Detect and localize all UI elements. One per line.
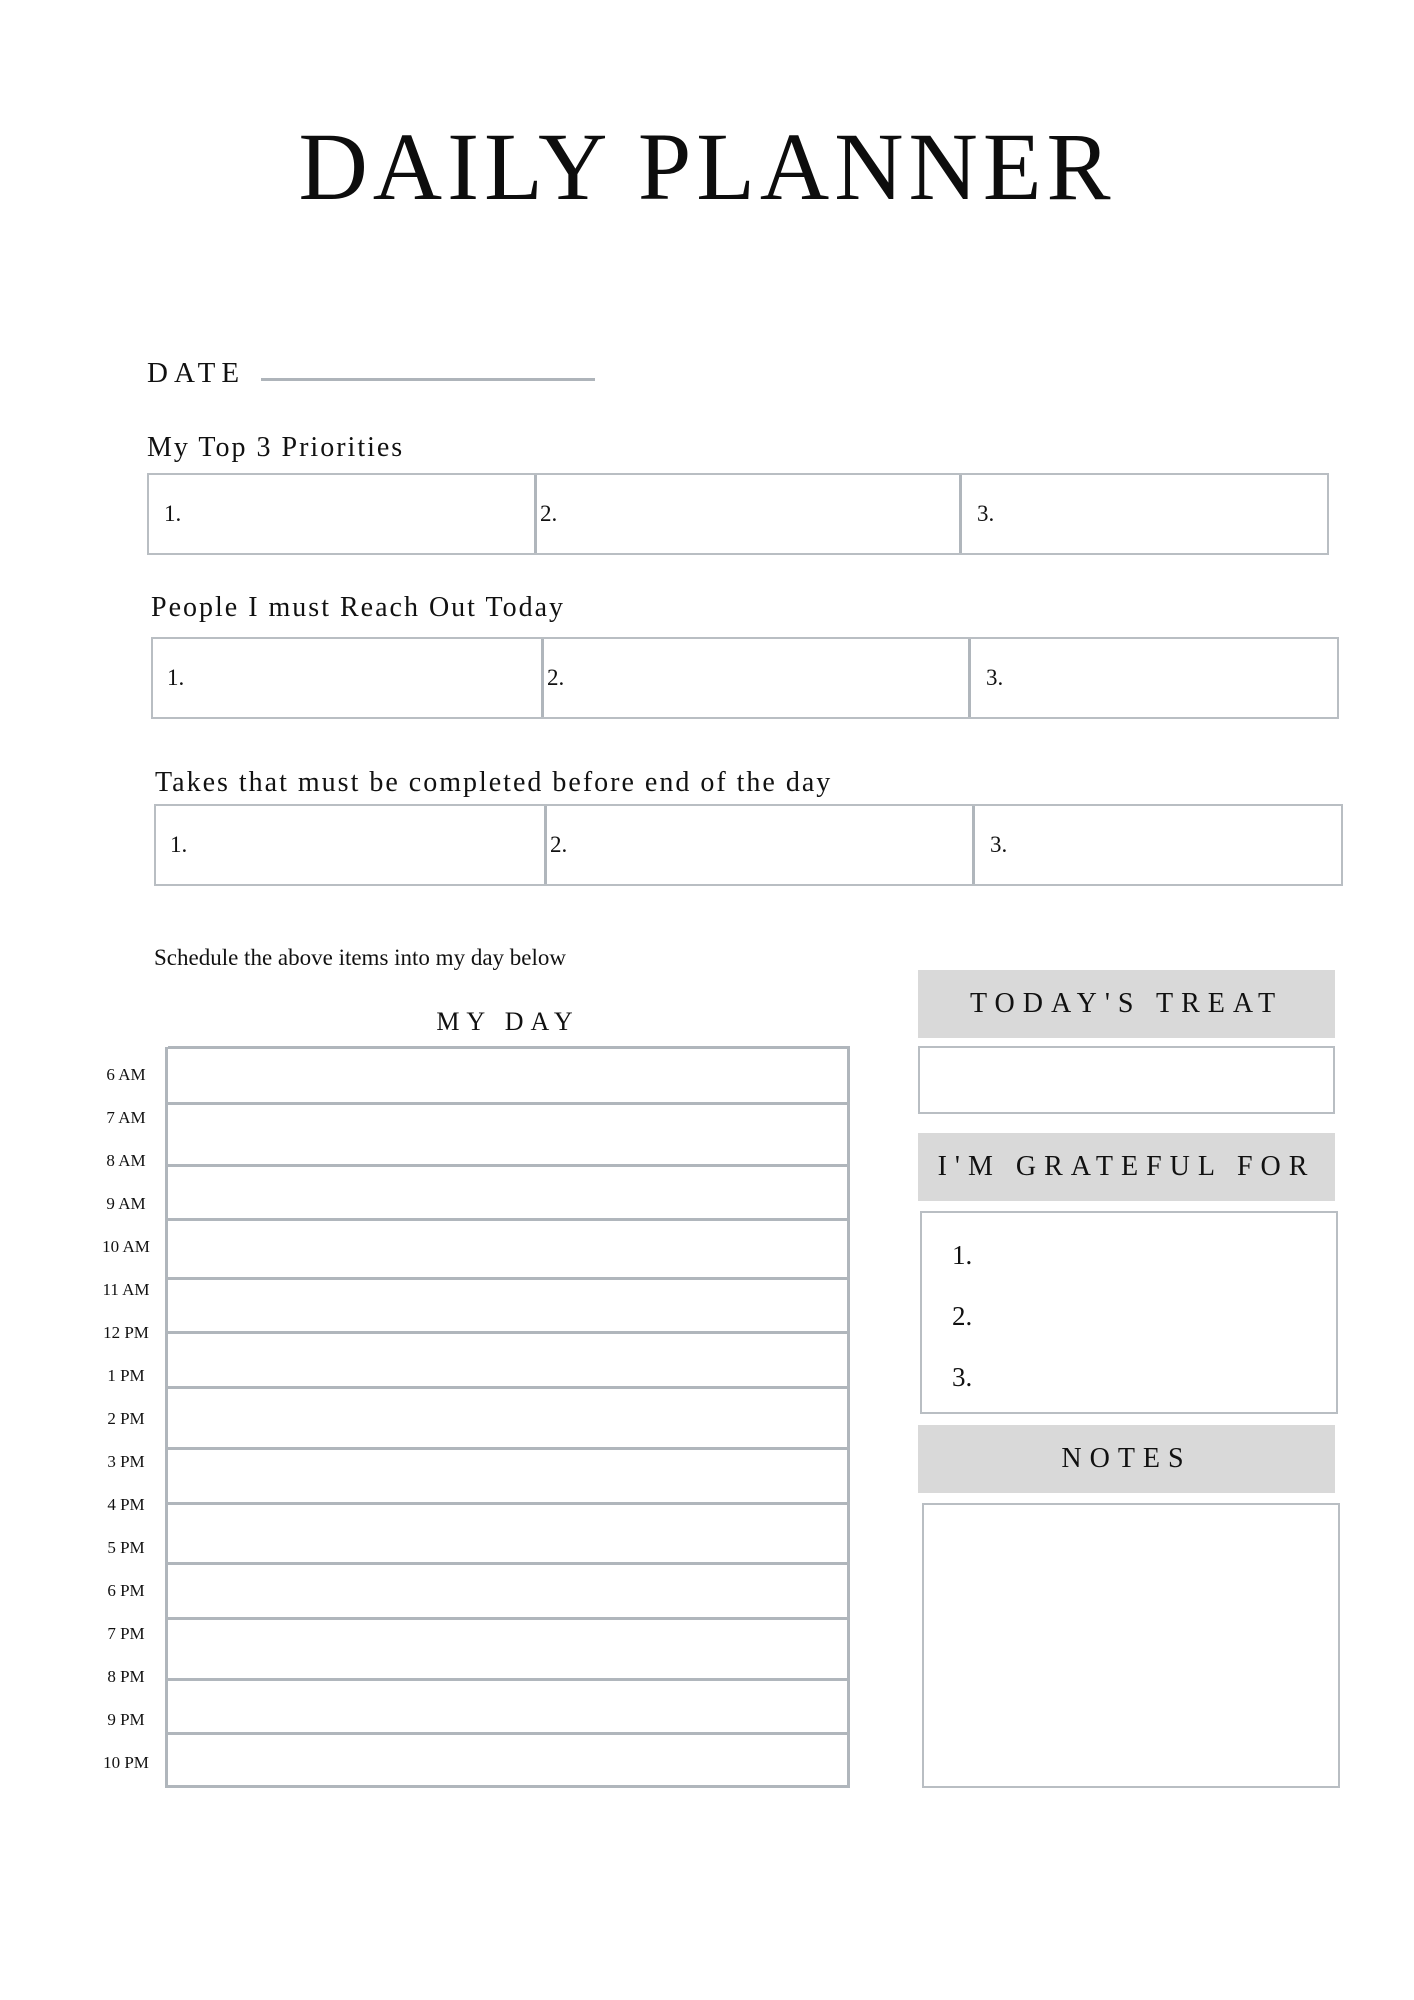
priorities-box — [147, 473, 1329, 555]
schedule-note: Schedule the above items into my day below — [154, 945, 566, 970]
hour-label: 8 AM — [106, 1151, 146, 1170]
hour-label: 12 PM — [103, 1323, 149, 1342]
grid-line — [168, 1331, 850, 1334]
task-field-2[interactable] — [544, 806, 972, 884]
priorities-label: My Top 3 Priorities — [147, 432, 405, 463]
grid-line — [165, 1785, 850, 1788]
date-label: DATE — [147, 357, 246, 389]
priority-number: 3. — [977, 501, 995, 526]
grateful-header — [918, 1133, 1335, 1201]
hour-label: 10 AM — [102, 1237, 150, 1256]
todays-treat-header — [918, 970, 1335, 1038]
people-field-3[interactable] — [968, 639, 1337, 717]
hour-label: 4 PM — [107, 1495, 145, 1514]
task-number: 2. — [550, 832, 568, 857]
people-number: 1. — [167, 665, 185, 690]
date-field[interactable] — [261, 378, 595, 381]
notes-header — [918, 1425, 1335, 1493]
hour-label: 10 PM — [103, 1753, 149, 1772]
grid-line — [168, 1732, 850, 1735]
hour-label: 3 PM — [107, 1452, 145, 1471]
hour-label: 7 AM — [106, 1108, 146, 1127]
grid-line — [168, 1102, 850, 1105]
priority-number: 2. — [540, 501, 558, 526]
grateful-item-3: 3. — [952, 1362, 973, 1392]
hour-label: 1 PM — [107, 1366, 145, 1385]
hour-label: 9 PM — [107, 1710, 145, 1729]
people-field-2[interactable] — [541, 639, 968, 717]
priority-field-1[interactable] — [149, 475, 534, 553]
grid-line — [168, 1046, 850, 1049]
grid-line — [168, 1164, 850, 1167]
grateful-item-1: 1. — [952, 1240, 973, 1270]
grid-line — [168, 1617, 850, 1620]
grid-line — [168, 1678, 850, 1681]
task-field-3[interactable] — [972, 806, 1341, 884]
task-number: 1. — [170, 832, 188, 857]
page-title: DAILY PLANNER — [298, 113, 1116, 220]
grid-line — [168, 1562, 850, 1565]
grid-line — [168, 1447, 850, 1450]
hour-label: 6 AM — [106, 1065, 146, 1084]
hour-label: 7 PM — [107, 1624, 145, 1643]
task-field-1[interactable] — [156, 806, 544, 884]
people-label: People I must Reach Out Today — [151, 592, 566, 623]
task-number: 3. — [990, 832, 1008, 857]
hour-label: 5 PM — [107, 1538, 145, 1557]
tasks-label: Takes that must be completed before end of the day — [155, 767, 833, 798]
todays-treat-field[interactable] — [918, 1046, 1335, 1114]
hour-label: 11 AM — [102, 1280, 150, 1299]
hour-label: 6 PM — [107, 1581, 145, 1600]
grateful-title: I'M GRATEFUL FOR — [937, 1151, 1316, 1182]
tasks-box — [154, 804, 1343, 886]
people-number: 3. — [986, 665, 1004, 690]
people-number: 2. — [547, 665, 565, 690]
hour-label: 9 AM — [106, 1194, 146, 1213]
people-box — [151, 637, 1339, 719]
hour-label: 2 PM — [107, 1409, 145, 1428]
my-day-title: MY DAY — [436, 1007, 580, 1036]
grid-line — [168, 1502, 850, 1505]
my-day-grid[interactable] — [165, 1047, 850, 1787]
grid-line — [168, 1218, 850, 1221]
grateful-item-2: 2. — [952, 1301, 973, 1331]
todays-treat-title: TODAY'S TREAT — [969, 988, 1284, 1019]
priority-field-3[interactable] — [959, 475, 1327, 553]
priority-field-2[interactable] — [534, 475, 959, 553]
grid-line — [168, 1277, 850, 1280]
hour-label: 8 PM — [107, 1667, 145, 1686]
grid-line — [168, 1386, 850, 1389]
notes-field[interactable] — [922, 1503, 1340, 1788]
notes-title: NOTES — [1061, 1443, 1192, 1474]
people-field-1[interactable] — [153, 639, 541, 717]
grateful-box[interactable] — [920, 1211, 1338, 1414]
priority-number: 1. — [164, 501, 182, 526]
